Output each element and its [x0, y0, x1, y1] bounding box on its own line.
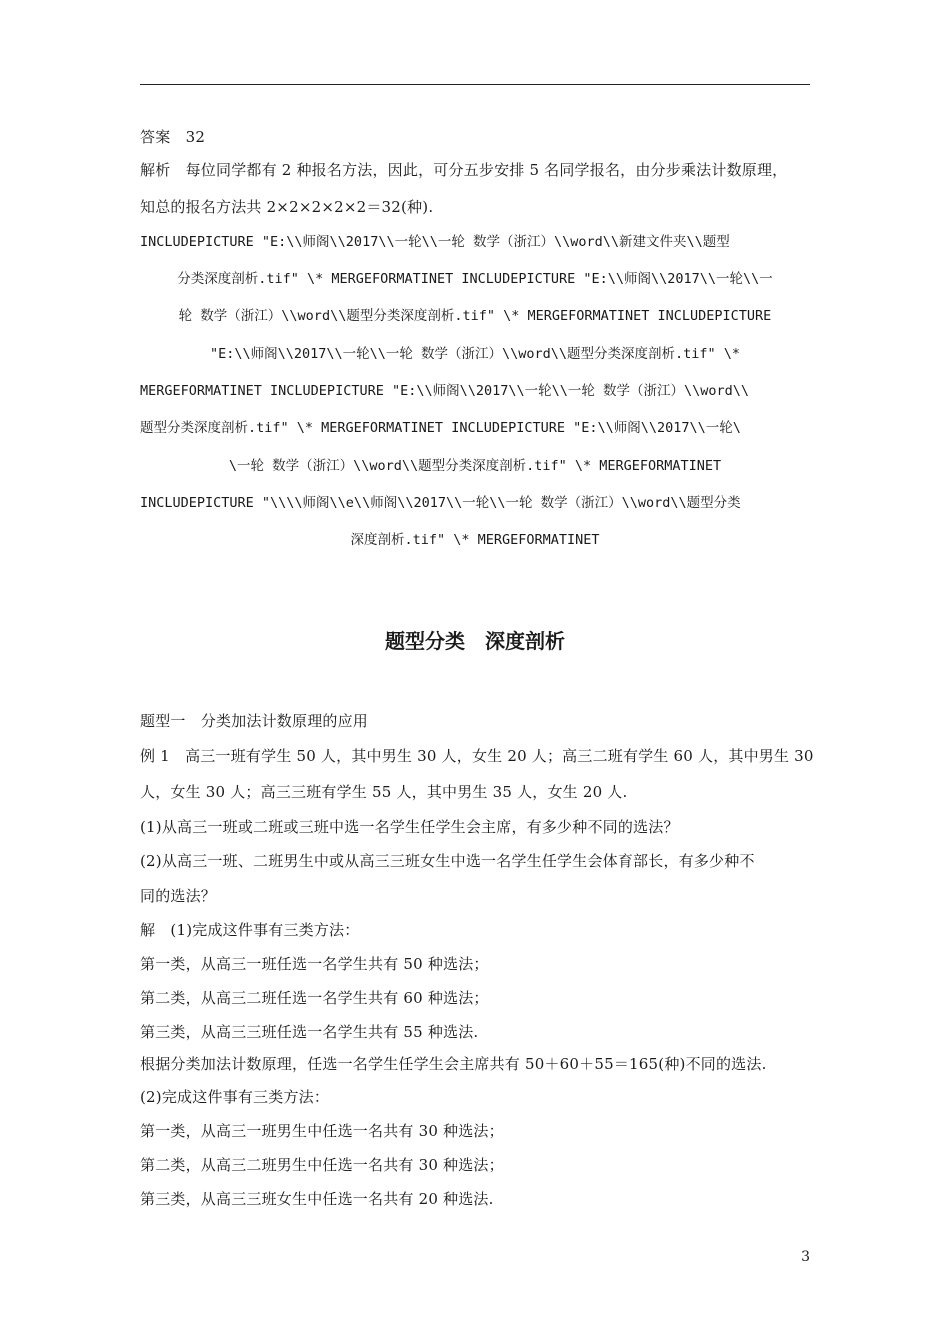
field-code-line: MERGEFORMATINET INCLUDEPICTURE "E:\\师阁\\2017\\一轮\\一轮 数学（浙江）\\word\\ [140, 383, 750, 399]
solution-line: 解 (1)完成这件事有三类方法： [140, 921, 360, 939]
question-2: (2)从高三一班、二班男生中或从高三三班女生中选一名学生任学生会体育部长，有多少种不 [140, 852, 755, 870]
field-code-line: 轮 数学（浙江）\\word\\题型分类深度剖析.tif" \* MERGEFORMATINET INCLUDEPICTURE [178, 308, 772, 324]
question-1: (1)从高三一班或二班或三班中选一名学生任学生会主席，有多少种不同的选法？ [140, 818, 679, 836]
question-type-title: 题型一 分类加法计数原理的应用 [140, 712, 369, 730]
solution-line: 第一类，从高三一班男生中任选一名共有 30 种选法； [140, 1122, 504, 1140]
field-code-line: 深度剖析.tif" \* MERGEFORMATINET [350, 532, 600, 548]
solution-line: 第三类，从高三三班女生中任选一名共有 20 种选法. [140, 1190, 494, 1208]
solution-line: 第二类，从高三二班男生中任选一名共有 30 种选法； [140, 1156, 504, 1174]
solution-line: 第二类，从高三二班任选一名学生共有 60 种选法； [140, 989, 489, 1007]
question-2-continued: 同的选法？ [140, 887, 217, 905]
field-code-line: \一轮 数学（浙江）\\word\\题型分类深度剖析.tif" \* MERGEFORMATINET [228, 458, 722, 474]
example-text-line: 例 1 高三一班有学生 50 人，其中男生 30 人，女生 20 人；高三二班有学生 60 人，其中男生 30 [140, 747, 814, 765]
example-text-line: 人，女生 30 人；高三三班有学生 55 人，其中男生 35 人，女生 20 人. [140, 783, 628, 801]
solution-line: 第一类，从高三一班任选一名学生共有 50 种选法； [140, 955, 489, 973]
field-code-line: 题型分类深度剖析.tif" \* MERGEFORMATINET INCLUDEPICTURE "E:\\师阁\\2017\\一轮\ [140, 420, 741, 436]
solution-line: 根据分类加法计数原理，任选一名学生任学生会主席共有 50＋60＋55＝165(种)不同的选法. [140, 1055, 767, 1073]
analysis-line-1: 解析 每位同学都有 2 种报名方法，因此，可分五步安排 5 名同学报名，由分步乘法计数原理， [140, 161, 788, 179]
solution-line: (2)完成这件事有三类方法： [140, 1088, 330, 1106]
field-code-line: INCLUDEPICTURE "\\\\师阁\\e\\师阁\\2017\\一轮\\一轮 数学（浙江）\\word\\题型分类 [140, 495, 741, 511]
section-heading: 题型分类 深度剖析 [385, 629, 565, 653]
field-code-line: 分类深度剖析.tif" \* MERGEFORMATINET INCLUDEPICTURE "E:\\师阁\\2017\\一轮\\一 [177, 271, 773, 287]
page-number: 3 [801, 1249, 810, 1265]
field-code-line: INCLUDEPICTURE "E:\\师阁\\2017\\一轮\\一轮 数学（浙江）\\word\\新建文件夹\\题型 [140, 234, 730, 250]
analysis-line-2: 知总的报名方法共 2×2×2×2×2＝32(种). [140, 198, 434, 216]
answer-line: 答案 32 [140, 128, 206, 146]
solution-line: 第三类，从高三三班任选一名学生共有 55 种选法. [140, 1023, 479, 1041]
header-rule [140, 84, 810, 85]
field-code-line: "E:\\师阁\\2017\\一轮\\一轮 数学（浙江）\\word\\题型分类深度剖析.tif" \* [209, 346, 741, 362]
